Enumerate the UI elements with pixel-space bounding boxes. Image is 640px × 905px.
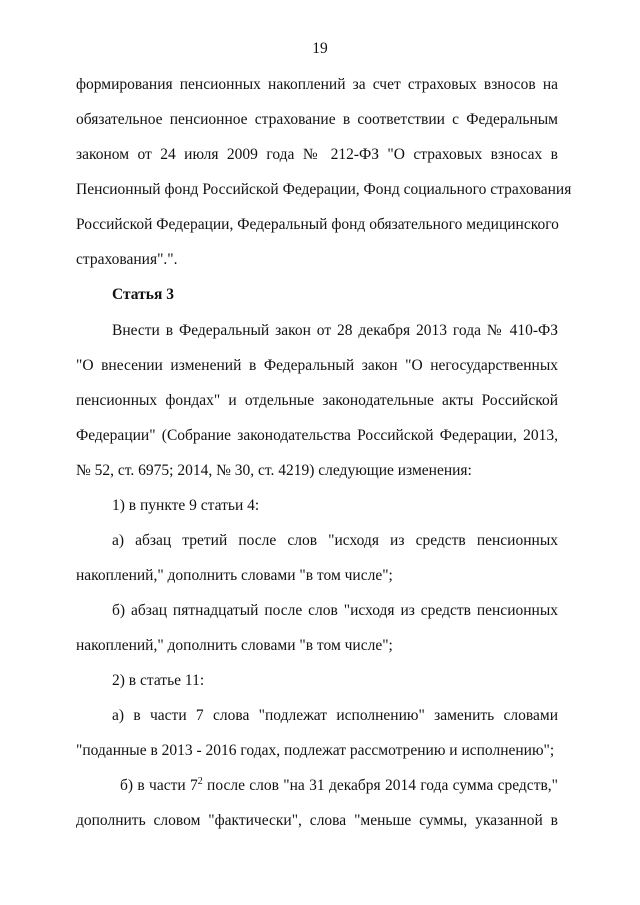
text-line: накоплений," дополнить словами "в том числе"; — [76, 637, 393, 654]
article-heading: Статья 3 — [112, 286, 174, 303]
text-line: дополнить словом "фактически", слова "меньше суммы, указанной в — [76, 812, 558, 829]
list-item: 2) в статье 11: — [112, 672, 205, 689]
text-line: законом от 24 июля 2009 года № 212-ФЗ "О страховых взносах в — [76, 146, 558, 163]
text-line: страхования".". — [76, 251, 178, 268]
text-fragment: после слов "на 31 декабря 2014 года сумма средств," — [202, 777, 558, 794]
text-line: "О внесении изменений в Федеральный закон "О негосударственных — [76, 357, 558, 374]
text-line: пенсионных фондах" и отдельные законодательные акты Российской — [76, 392, 558, 409]
text-line — [120, 777, 558, 795]
text-line: Российской Федерации, Федеральный фонд обязательного медицинского — [76, 216, 559, 233]
text-line: формирования пенсионных накоплений за счет страховых взносов на — [76, 76, 558, 93]
text-line: № 52, ст. 6975; 2014, № 30, ст. 4219) следующие изменения: — [76, 462, 472, 479]
text-line: б) абзац пятнадцатый после слов "исходя из средств пенсионных — [112, 602, 558, 619]
text-line: а) абзац третий после слов "исходя из средств пенсионных — [112, 532, 558, 549]
list-item: 1) в пункте 9 статьи 4: — [112, 497, 260, 514]
text-line: "поданные в 2013 - 2016 годах, подлежат рассмотрению и исполнению"; — [76, 742, 555, 759]
text-line: Федерации" (Собрание законодательства Российской Федерации, 2013, — [76, 427, 558, 444]
text-line: Пенсионный фонд Российской Федерации, Фонд социального страхования — [76, 181, 572, 198]
text-line: обязательное пенсионное страхование в соответствии с Федеральным — [76, 111, 558, 128]
superscript: 2 — [197, 775, 203, 787]
text-line: накоплений," дополнить словами "в том числе"; — [76, 567, 393, 584]
page-number: 19 — [312, 40, 328, 57]
text-line: Внести в Федеральный закон от 28 декабря 2013 года № 410-ФЗ — [112, 322, 558, 339]
text-line: а) в части 7 слова "подлежат исполнению" заменить словами — [112, 707, 558, 724]
text-fragment: б) в части 7 — [120, 777, 198, 794]
